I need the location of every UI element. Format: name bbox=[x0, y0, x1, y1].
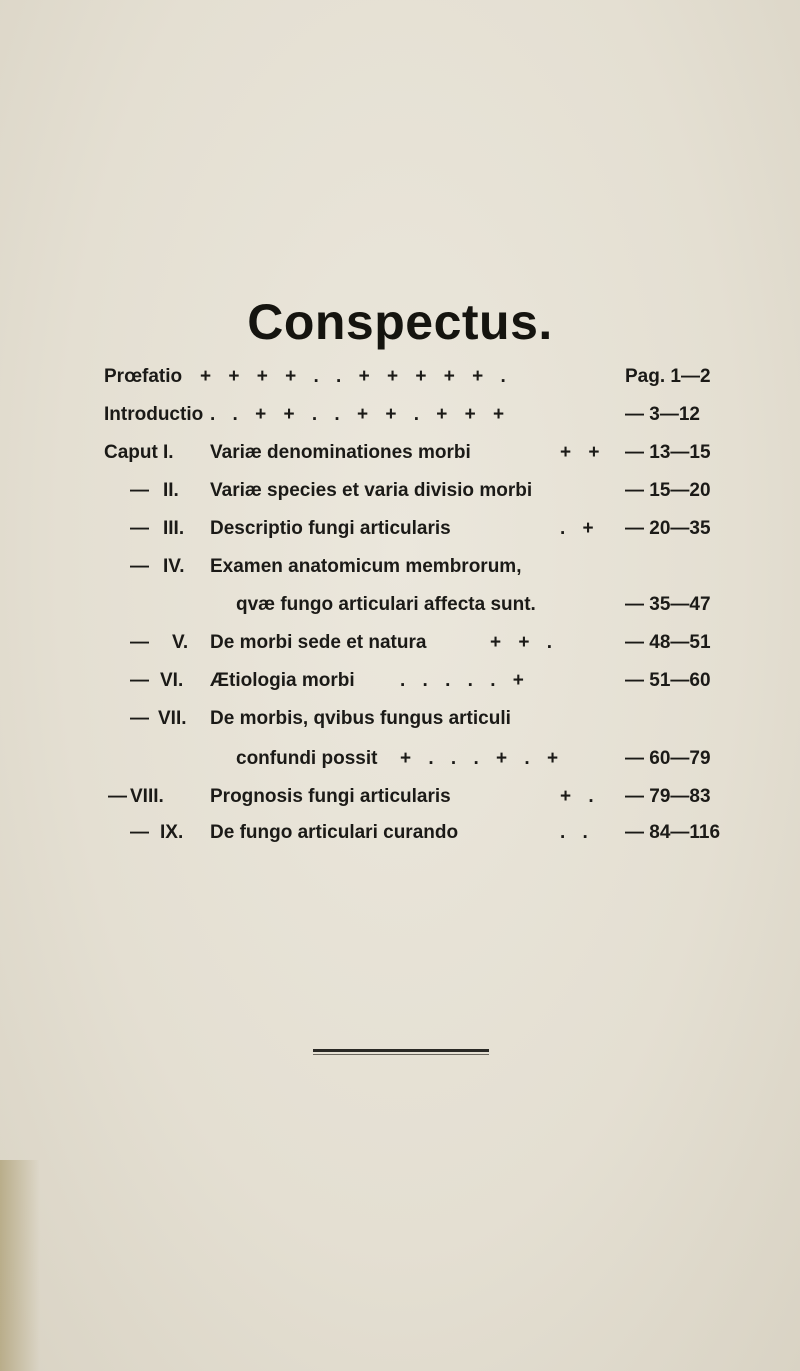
leader-dots: + + . bbox=[490, 632, 559, 653]
leader-dots: . . + + . . + + . + + + bbox=[210, 404, 511, 425]
entry-roman: IV. bbox=[163, 556, 185, 577]
entry-dash: — bbox=[130, 708, 149, 729]
entry-title: De morbi sede et natura bbox=[210, 632, 427, 653]
entry-dash: — bbox=[130, 822, 149, 843]
entry-dash: — bbox=[108, 786, 127, 807]
toc-entry-praefatio bbox=[0, 366, 800, 402]
closing-rule-thin bbox=[313, 1054, 489, 1055]
entry-title: confundi possit bbox=[236, 748, 378, 769]
closing-rule bbox=[313, 1049, 489, 1052]
entry-title: Variæ species et varia divisio morbi bbox=[210, 480, 533, 501]
entry-pages: — 3—12 bbox=[625, 404, 700, 425]
leader-dots: + . bbox=[560, 786, 600, 807]
entry-title: De fungo articulari curando bbox=[210, 822, 459, 843]
entry-label: Introductio bbox=[104, 404, 204, 425]
entry-dash: — bbox=[130, 632, 149, 653]
entry-dash: — bbox=[130, 518, 149, 539]
toc-entry-caput-3 bbox=[0, 518, 800, 554]
toc-entry-caput-7 bbox=[0, 708, 800, 744]
entry-title: Prognosis fungi articularis bbox=[210, 786, 451, 807]
entry-title: De morbis, qvibus fungus articuli bbox=[210, 708, 511, 729]
entry-roman: V. bbox=[172, 632, 189, 653]
leader-dots: + + bbox=[560, 442, 606, 463]
entry-roman: IX. bbox=[160, 822, 184, 843]
entry-pages: — 48—51 bbox=[625, 632, 711, 653]
entry-title: Examen anatomicum membrorum, bbox=[210, 556, 522, 577]
page-title: Conspectus. bbox=[247, 294, 553, 350]
entry-roman: I. bbox=[163, 442, 174, 463]
entry-dash: — bbox=[130, 480, 149, 501]
toc-entry-introductio bbox=[0, 404, 800, 440]
entry-dash: — bbox=[130, 556, 149, 577]
toc-entry-caput-9 bbox=[0, 822, 800, 858]
entry-roman: VI. bbox=[160, 670, 184, 691]
entry-pages: — 60—79 bbox=[625, 748, 711, 769]
entry-pages: — 20—35 bbox=[625, 518, 711, 539]
entry-roman: III. bbox=[163, 518, 185, 539]
entry-pages: — 51—60 bbox=[625, 670, 711, 691]
entry-pages: — 84—116 bbox=[625, 822, 721, 843]
entry-title: Variæ denominationes morbi bbox=[210, 442, 471, 463]
leader-dots: + + + + . . + + + + + . bbox=[200, 366, 512, 387]
toc-entry-caput-2 bbox=[0, 480, 800, 516]
toc-entry-caput-4 bbox=[0, 556, 800, 592]
entry-roman: VIII. bbox=[130, 786, 164, 807]
entry-label: Caput bbox=[104, 442, 158, 463]
leader-dots: + . . . + . + bbox=[400, 748, 565, 769]
toc-entry-caput-5 bbox=[0, 632, 800, 668]
toc-entry-caput-7-cont bbox=[0, 748, 800, 784]
toc-entry-caput-8 bbox=[0, 786, 800, 822]
leader-dots: . + bbox=[560, 518, 600, 539]
entry-pages: Pag. 1—2 bbox=[625, 366, 711, 387]
entry-roman: II. bbox=[163, 480, 179, 501]
entry-title: Descriptio fungi articularis bbox=[210, 518, 451, 539]
entry-pages: — 79—83 bbox=[625, 786, 711, 807]
entry-label: Prœfatio bbox=[104, 366, 183, 387]
toc-entry-caput-6 bbox=[0, 670, 800, 706]
leader-dots: . . bbox=[560, 822, 594, 843]
toc-entry-caput-4-cont bbox=[0, 594, 800, 630]
toc-entry-caput-1 bbox=[0, 442, 800, 478]
entry-title: qvæ fungo articulari affecta sunt. bbox=[236, 594, 536, 615]
entry-pages: — 13—15 bbox=[625, 442, 711, 463]
entry-pages: — 15—20 bbox=[625, 480, 711, 501]
entry-dash: — bbox=[130, 670, 149, 691]
entry-roman: VII. bbox=[158, 708, 187, 729]
entry-title: Ætiologia morbi bbox=[210, 670, 355, 691]
leader-dots: . . . . . + bbox=[400, 670, 530, 691]
entry-pages: — 35—47 bbox=[625, 594, 711, 615]
